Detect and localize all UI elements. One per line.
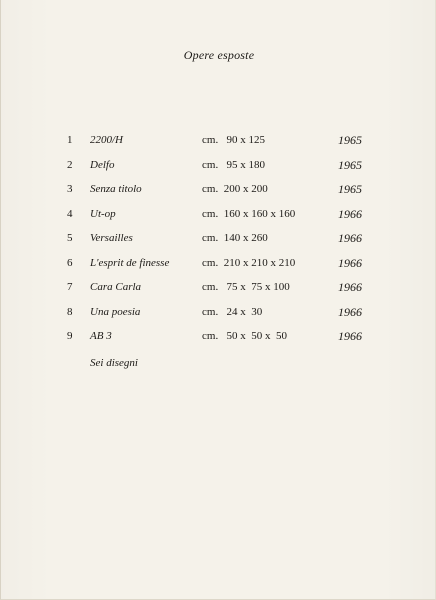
work-year: 1966 bbox=[338, 304, 362, 319]
work-dimensions: cm. 160 x 160 x 160 bbox=[202, 207, 296, 220]
work-number: 6 bbox=[67, 256, 73, 269]
work-year: 1966 bbox=[338, 329, 362, 343]
work-title: Versailles bbox=[90, 232, 133, 244]
work-year: 1965 bbox=[338, 133, 362, 147]
work-dimensions: cm. 95 x 180 bbox=[202, 158, 265, 171]
work-number: 1 bbox=[67, 134, 73, 146]
work-dimensions: cm. 50 x 50 x 50 bbox=[202, 330, 287, 342]
drawings-note: Sei disegni bbox=[90, 357, 138, 369]
work-year: 1966 bbox=[338, 231, 362, 245]
work-number: 5 bbox=[67, 232, 73, 244]
work-title: L'esprit de finesse bbox=[90, 256, 170, 269]
work-number: 3 bbox=[67, 183, 73, 195]
list-item bbox=[1, 207, 436, 232]
work-number: 2 bbox=[67, 158, 73, 171]
works-list bbox=[1, 133, 436, 354]
list-item bbox=[1, 231, 436, 256]
work-dimensions: cm. 90 x 125 bbox=[202, 134, 265, 146]
list-item bbox=[1, 280, 436, 305]
work-year: 1966 bbox=[338, 255, 362, 270]
list-item bbox=[1, 305, 436, 330]
work-dimensions: cm. 24 x 30 bbox=[202, 305, 263, 318]
work-number: 4 bbox=[67, 207, 73, 220]
document-title: Opere esposte bbox=[183, 48, 255, 62]
work-dimensions: cm. 75 x 75 x 100 bbox=[202, 281, 290, 293]
work-year: 1966 bbox=[338, 206, 362, 221]
work-year: 1965 bbox=[338, 182, 362, 196]
list-item bbox=[1, 133, 436, 158]
list-item bbox=[1, 158, 436, 183]
work-title: Ut-op bbox=[90, 207, 116, 220]
work-title: AB 3 bbox=[90, 330, 112, 342]
list-item bbox=[1, 329, 436, 354]
work-title: 2200/H bbox=[90, 134, 123, 146]
list-item bbox=[1, 182, 436, 207]
work-dimensions: cm. 200 x 200 bbox=[202, 183, 268, 195]
work-title: Senza titolo bbox=[90, 183, 142, 195]
work-year: 1966 bbox=[338, 280, 362, 294]
work-title: Delfo bbox=[90, 158, 115, 171]
work-dimensions: cm. 210 x 210 x 210 bbox=[202, 256, 296, 269]
work-number: 8 bbox=[67, 305, 73, 318]
work-year: 1965 bbox=[338, 157, 362, 172]
work-dimensions: cm. 140 x 260 bbox=[202, 232, 268, 244]
work-number: 9 bbox=[67, 330, 73, 342]
work-title: Cara Carla bbox=[90, 281, 142, 293]
work-title: Una poesia bbox=[90, 305, 141, 318]
list-item bbox=[1, 256, 436, 281]
work-number: 7 bbox=[67, 281, 73, 293]
